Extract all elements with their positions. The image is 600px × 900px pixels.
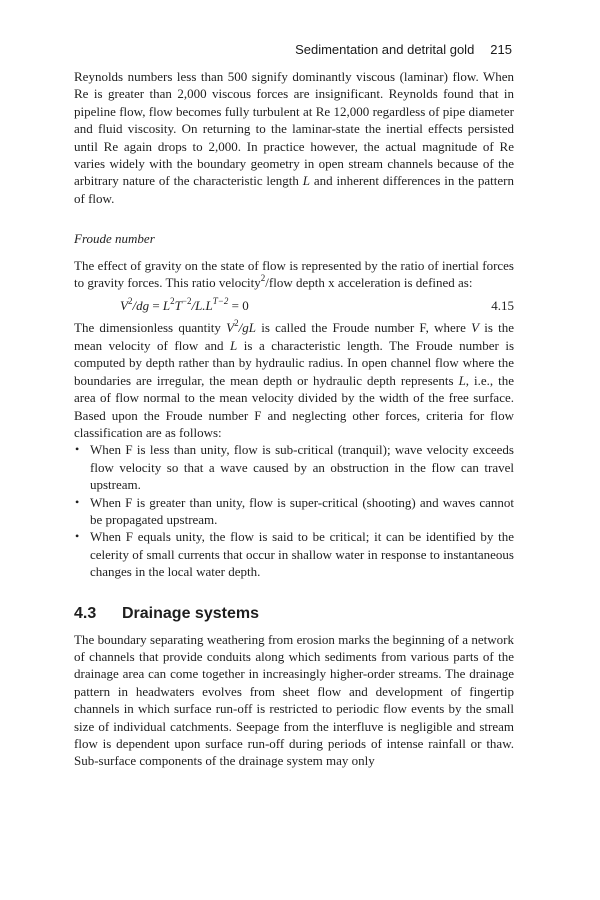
froude-number-paragraph: The dimensionless quantity $V^2/gL$ is called the Froude number F, where V is the mean velocity of flow and L is a characteristic length. The Froude number is computed by depth rather than by hydraulic radius. In open channel flow where the boundaries are irregular, the mean depth or hydraulic depth represents L, i.e., the area of flow normal to the mean velocity divided by the width of the free surface. Based upon the Froude number F and neglecting other forces, criteria for flow classification are as follows: (74, 318, 515, 440)
froude-intro-paragraph: The effect of gravity on the state of flow is represented by the ratio of inertial forces to gravity forces. This ratio velocity$^2$/flow depth x acceleration is defined as: (74, 257, 514, 291)
section-number: 4.3 (74, 604, 97, 622)
froude-subheading: Froude number (74, 231, 155, 247)
bullet-icon: • (75, 494, 80, 509)
bullet-icon: • (75, 442, 80, 457)
running-title: Sedimentation and detrital gold (295, 42, 475, 57)
list-item: • When F equals unity, the flow is said to be critical; it can be identified by the celerity of small currents that occur in shallow water in response to instantaneous changes in the local water depth. (75, 529, 514, 580)
page-body (74, 68, 514, 770)
list-item: • When F is greater than unity, flow is super-critical (shooting) and waves cannot be propagated upstream. (75, 494, 514, 527)
reynolds-paragraph: Reynolds numbers less than 500 signify dominantly viscous (laminar) flow. When Re is greater than 2,000 viscous forces are insignificant. Reynolds found that in pipeline flow, flow becomes fully turbulent at Re 12,000 regardless of pipe diameter and fluid viscosity. On returning to the laminar-state the inertial effects persisted until Re again drops to 2,000. In practice however, the actual magnitude of Re varies widely with the boundary geometry in open stream channels because of the arbitrary nature of the characteristic length L and inherent differences in the pattern of flow. (74, 69, 514, 206)
section-heading (74, 603, 514, 625)
flow-classification-list (74, 441, 514, 580)
running-header (295, 42, 512, 57)
page-number: 215 (490, 42, 512, 57)
equation-number: 4.15 (491, 298, 514, 314)
section-title: Drainage systems (122, 604, 259, 622)
equation-4-15 (74, 295, 514, 316)
list-item: • When F is less than unity, flow is sub-critical (tranquil); wave velocity exceeds flow velocity so that a wave caused by an obstruction in the flow can travel upstream. (75, 442, 514, 493)
equation-expression: $V^2/dg = L^2T^{-2}/L.L^{T-2} = 0$ (120, 296, 249, 314)
bullet-icon: • (75, 529, 80, 544)
drainage-paragraph: The boundary separating weathering from erosion marks the beginning of a network of channels that provide conduits along which sediments from various parts of the drainage area can come together in increasingly higher-order streams. The drainage pattern in headwaters evolves from sheet flow and development of fingertip channels in which surface run-off is restricted to periodic flow events by the small size of individual catchments. Seepage from the interfluve is negligible and stream flow is dependent upon surface run-off during periods of intense rainfall or thaw. Sub-surface components of the drainage system may only (74, 631, 514, 769)
